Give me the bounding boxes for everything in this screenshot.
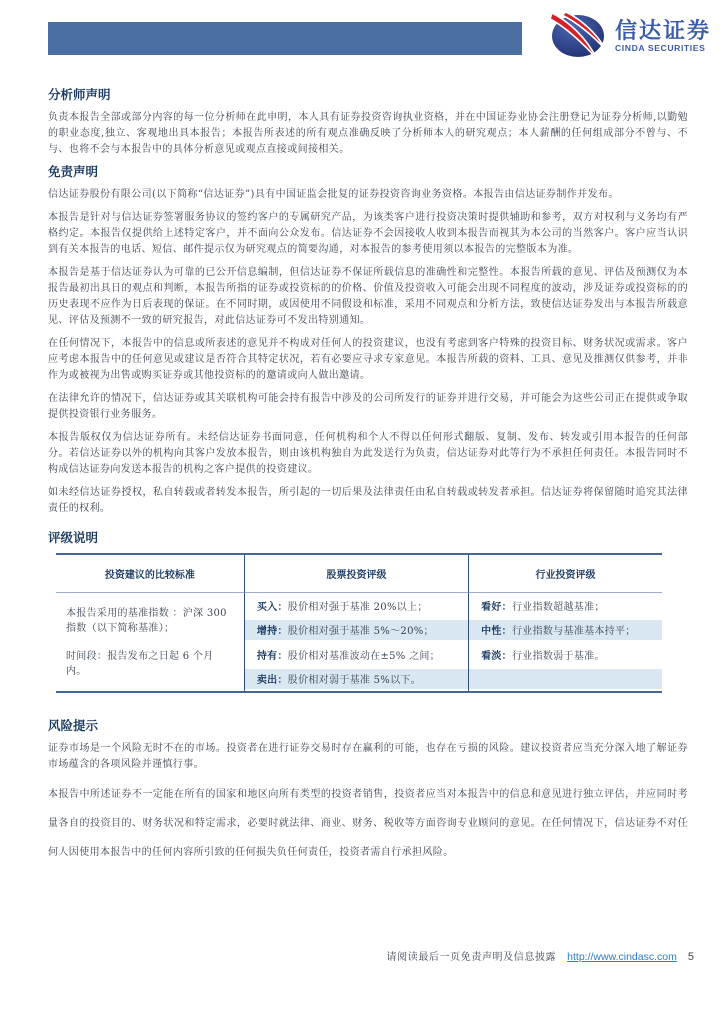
rating-desc: 股价相对强于基准 5%～20%； — [287, 626, 434, 638]
rating-term: 中性： — [481, 626, 512, 638]
logo-text — [614, 17, 711, 53]
logo-name-cn: 信达证券 — [614, 17, 711, 43]
stock-rating-hold — [244, 642, 468, 667]
stock-rating-buy — [244, 593, 468, 618]
footer-website-link[interactable]: http://www.cindasc.com — [567, 951, 677, 963]
rating-term: 看好： — [481, 601, 512, 613]
stock-rating-sell — [244, 667, 468, 692]
benchmark-index-text: 本报告采用的基准指数 ：沪深 300 指数（以下简称基准）； — [66, 607, 227, 634]
industry-rating-neutral — [468, 618, 662, 643]
document-body — [48, 88, 688, 867]
rating-desc: 股价相对强于基准 20%以上； — [287, 601, 428, 613]
cinda-globe-icon — [550, 12, 606, 60]
risk-paragraph: 证券市场是一个风险无时不在的市场。投资者在进行证券交易时存在赢利的可能，也存在亏损的风险。建议投资者应当充分深入地了解证券市场蕴含的各项风险并谨慎行事。 — [48, 743, 688, 770]
disclaimer-paragraph: 在任何情况下，本报告中的信息或所表述的意见并不构成对任何人的投资建议，也没有考虑到客户特殊的投资目标、财务状况或需求。客户应考虑本报告中的任何意见或建议是否符合其特定状况，若有必要应寻求专家意见。本报告所载的资料、工具、意见及推测仅供参考，并非作为或被视为出售或购买证券或其他投资标的的邀请或向人做出邀请。 — [48, 338, 688, 381]
analyst-statement-title: 分析师声明 — [48, 88, 111, 102]
rating-term: 增持： — [256, 626, 288, 638]
analyst-statement-paragraph: 负责本报告全部或部分内容的每一位分析师在此申明，本人具有证券投资咨询执业资格，并在中国证券业协会注册登记为证券分析师,以勤勉的职业态度,独立、客观地出具本报告；本报告所表述的所有观点准确反映了分析师本人的研究观点；本人薪酬的任何组成部分不曾与、不与、也将不会与本报告中的具体分析意见或观点直接或间接相关。 — [48, 112, 688, 155]
rating-term: 买入： — [256, 601, 288, 613]
rating-table-header-stock: 股票投资评级 — [244, 555, 468, 593]
risk-warning-title: 风险提示 — [48, 719, 99, 733]
disclaimer-title: 免责声明 — [48, 165, 99, 179]
rating-desc: 行业指数超越基准； — [511, 601, 605, 613]
disclaimer-paragraph: 如未经信达证券授权，私自转载或者转发本报告，所引起的一切后果及法律责任由私自转载或转发者承担。信达证券将保留随时追究其法律责任的权利。 — [48, 487, 688, 514]
rating-table-header-benchmark: 投资建议的比较标准 — [56, 555, 244, 593]
rating-desc: 股价相对基准波动在±5% 之间； — [287, 650, 440, 662]
rating-desc: 股价相对弱于基准 5%以下。 — [287, 675, 422, 687]
disclaimer-paragraph: 本报告是针对与信达证券签署服务协议的签约客户的专属研究产品，为该类客户进行投资决策时提供辅助和参考，双方对权利与义务均有严格约定。本报告仅提供给上述特定客户，并不面向公众发布。信达证券不会因接收人收到本报告而视其为本公司的当然客户。客户应当认识到有关本报告的电话、短信、邮件提示仅为研究观点的简要沟通，对本报告的参考使用须以本报告的完整版本为准。 — [48, 212, 688, 255]
industry-rating-negative — [468, 642, 662, 667]
risk-paragraph: 本报告中所述证券不一定能在所有的国家和地区向所有类型的投资者销售，投资者应当对本报告中的信息和意见进行独立评估，并应同时考量各自的投资目的、财务状况和特定需求，必要时就法律、商业、财务、税收等方面咨询专业顾问的意见。在任何情况下，信达证券不对任何人因使用本报告中的任何内容所引致的任何损失负任何责任，投资者需自行承担风险。 — [48, 789, 688, 858]
logo-name-en: CINDA SECURITIES — [614, 42, 706, 53]
rating-table — [56, 553, 662, 693]
benchmark-period-text: 时间段：报告发布之日起 6 个月内。 — [66, 650, 214, 677]
footer-disclaimer-note: 请阅读最后一页免责声明及信息披露 — [386, 952, 557, 963]
page-number: 5 — [687, 951, 694, 963]
cinda-securities-logo — [550, 11, 711, 61]
rating-desc: 行业指数与基准基本持平； — [511, 626, 636, 638]
stock-rating-overweight — [244, 618, 468, 643]
page-footer — [387, 948, 694, 963]
rating-term: 看淡： — [481, 650, 512, 662]
disclaimer-paragraph: 本报告版权仅为信达证券所有。未经信达证券书面同意，任何机构和个人不得以任何形式翻版、复制、发布、转发或引用本报告的任何部分。若信达证券以外的机构向其客户发放本报告，则由该机构独自为此发送行为负责，信达证券对此等行为不承担任何责任。本报告同时不构成信达证券向发送本报告的机构之客户提供的投资建议。 — [48, 432, 688, 475]
disclaimer-paragraph: 信达证券股份有限公司(以下简称“信达证券”)具有中国证监会批复的证券投资咨询业务资格。本报告由信达证券制作并发布。 — [48, 189, 619, 200]
industry-rating-positive — [468, 593, 662, 618]
disclaimer-paragraph: 本报告是基于信达证券认为可靠的已公开信息编制，但信达证券不保证所载信息的准确性和完整性。本报告所载的意见、评估及预测仅为本报告最初出具日的观点和判断，本报告所指的证券或投资标的的价格、价值及投资收入可能会出现不同程度的波动，涉及证券或投资标的的历史表现不应作为日后表现的保证。在不同时期，或因使用不同假设和标准，采用不同观点和分析方法，致使信达证券发出与本报告所载意见、评估及预测不一致的研究报告，对此信达证券可不发出特别通知。 — [48, 267, 688, 326]
rating-term: 卖出： — [256, 675, 288, 687]
rating-desc: 行业指数弱于基准。 — [511, 650, 605, 662]
rating-table-header-industry: 行业投资评级 — [468, 555, 662, 593]
header-bar — [48, 22, 522, 55]
industry-rating-empty-cell — [468, 667, 662, 692]
benchmark-cell — [56, 593, 244, 691]
rating-term: 持有： — [256, 650, 288, 662]
disclaimer-paragraph: 在法律允许的情况下，信达证券或其关联机构可能会持有报告中涉及的公司所发行的证券并进行交易，并可能会为这些公司正在提供或争取提供投资银行业务服务。 — [48, 393, 688, 420]
rating-explanation-title: 评级说明 — [48, 531, 99, 545]
